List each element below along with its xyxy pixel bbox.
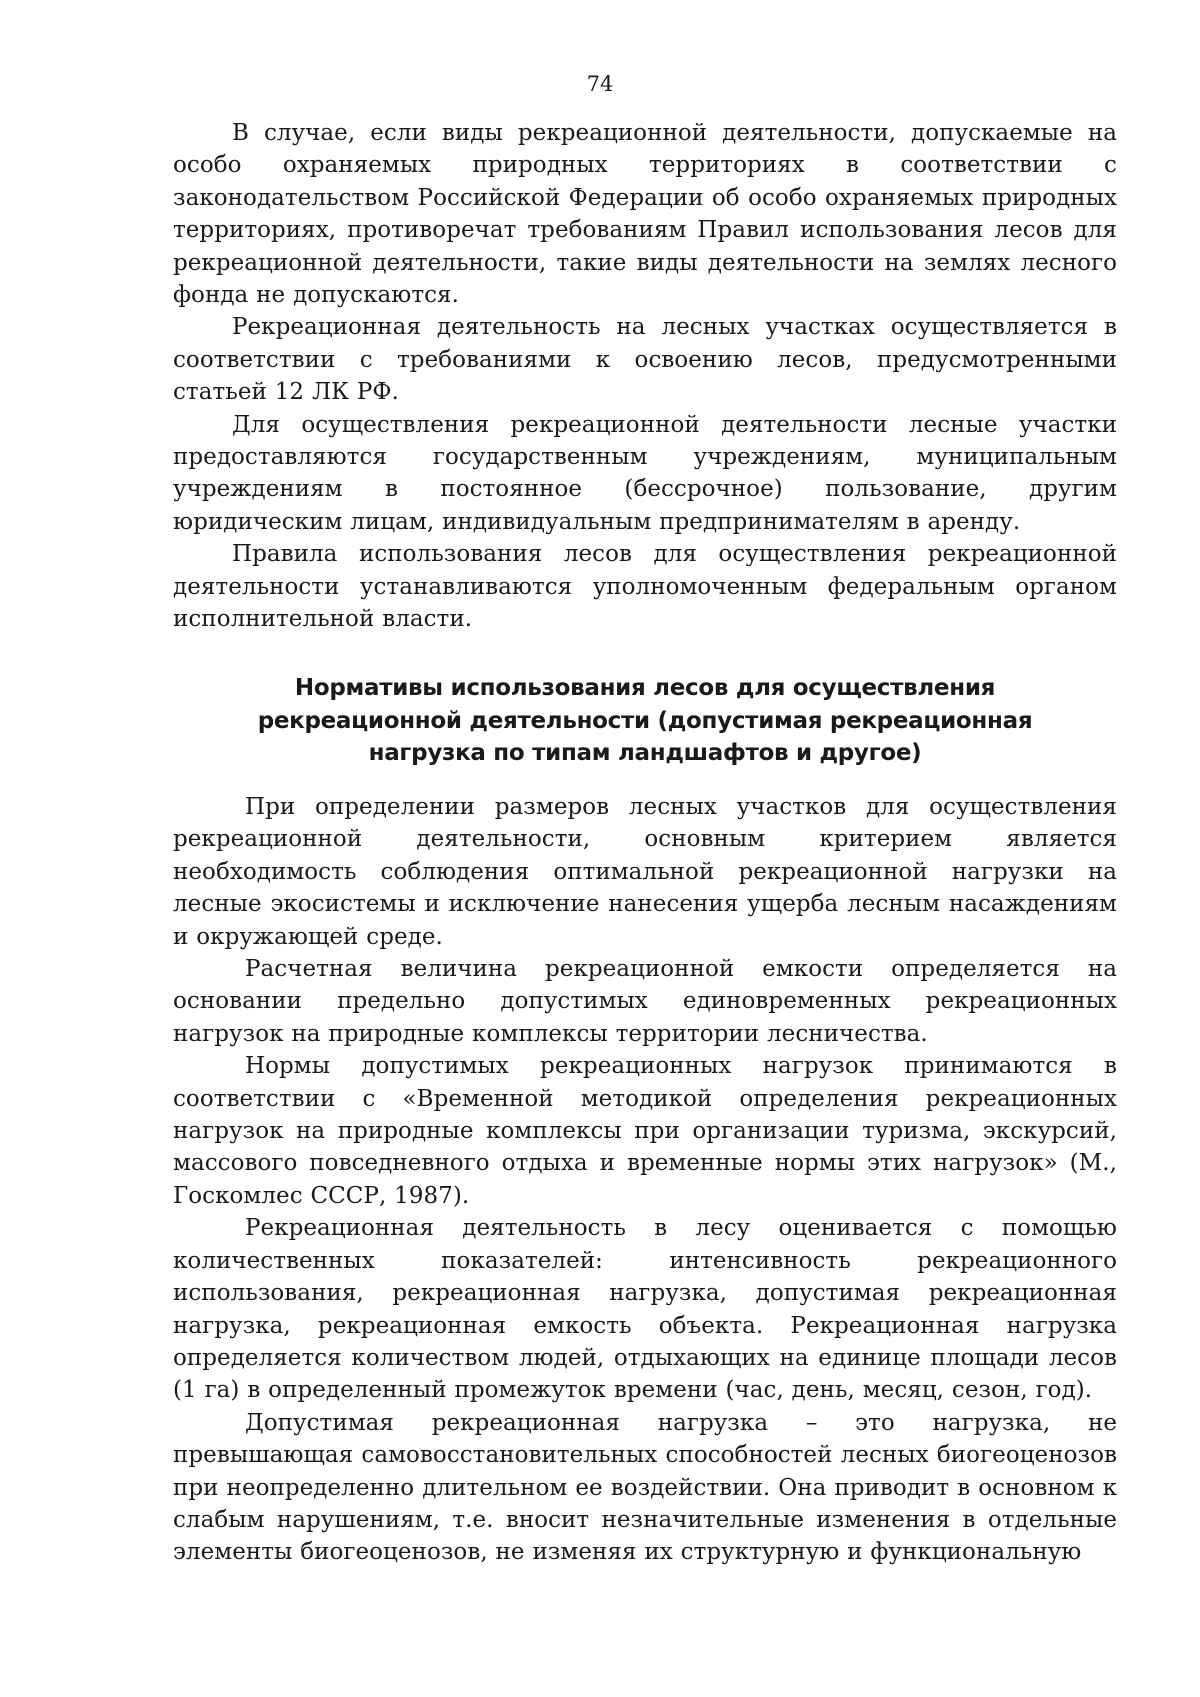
section-norms [173, 791, 1117, 1569]
paragraph: Рекреационная деятельность в лесу оценивается с помощью количественных показателей: интенсивность рекреационного использования, рекреационная нагрузка, допустимая рекреационная нагрузка, рекреационная емкость объекта. Рекреационная нагрузка определяется количеством людей, отдыхающих на единице площади лесов (1 га) в определенный промежуток времени (час, день, месяц, сезон, год). [173, 1215, 1117, 1404]
paragraph: При определении размеров лесных участков для осуществления рекреационной деятельности, основным критерием является необходимость соблюдения оптимальной рекреационной нагрузки на лесные экосистемы и исключение нанесения ущерба лесным насаждениям и окружающей среде. [173, 794, 1117, 950]
paragraph: Допустимая рекреационная нагрузка – это нагрузка, не превышающая самовосстановительных способностей лесных биогеоценозов при неопределенно длительном ее воздействии. Она приводит в основном к слабым нарушениям, т.е. вносит незначительные изменения в отдельные элементы биогеоценозов, не изменяя их структурную и функциональную [173, 1409, 1117, 1566]
section-heading: Нормативы использования лесов для осуществления рекреационной деятельности (допустимая рекреационная нагрузка по типам ландшафтов и другое) [257, 675, 1033, 766]
paragraph: Рекреационная деятельность на лесных участках осуществляется в соответствии с требованиями к освоению лесов, предусмотренными статьей 12 ЛК РФ. [173, 314, 1117, 406]
page-number: 74 [586, 72, 614, 96]
paragraph: Для осуществления рекреационной деятельности лесные участки предоставляются государственным учреждениям, муниципальным учреждениям в постоянное (бессрочное) пользование, другим юридическим лицам, индивидуальным предпринимателям в аренду. [173, 411, 1117, 535]
paragraph: Нормы допустимых рекреационных нагрузок принимаются в соответствии с «Временной методикой определения рекреационных нагрузок на природные комплексы при организации туризма, экскурсий, массового повседневного отдыха и временные нормы этих нагрузок» (М., Госкомлес СССР, 1987). [173, 1053, 1117, 1209]
paragraph: Правила использования лесов для осуществления рекреационной деятельности устанавливаются уполномоченным федеральным органом исполнительной власти. [173, 541, 1117, 633]
paragraph: Расчетная величина рекреационной емкости определяется на основании предельно допустимых единовременных рекреационных нагрузок на природные комплексы территории лесничества. [173, 956, 1117, 1047]
paragraph: В случае, если виды рекреационной деятельности, допускаемые на особо охраняемых природных территориях в соответствии с законодательством Российской Федерации об особо охраняемых природных территориях, противоречат требованиям Правил использования лесов для рекреационной деятельности, такие виды деятельности на землях лесного фонда не допускаются. [173, 120, 1117, 309]
section-intro [173, 117, 1117, 636]
